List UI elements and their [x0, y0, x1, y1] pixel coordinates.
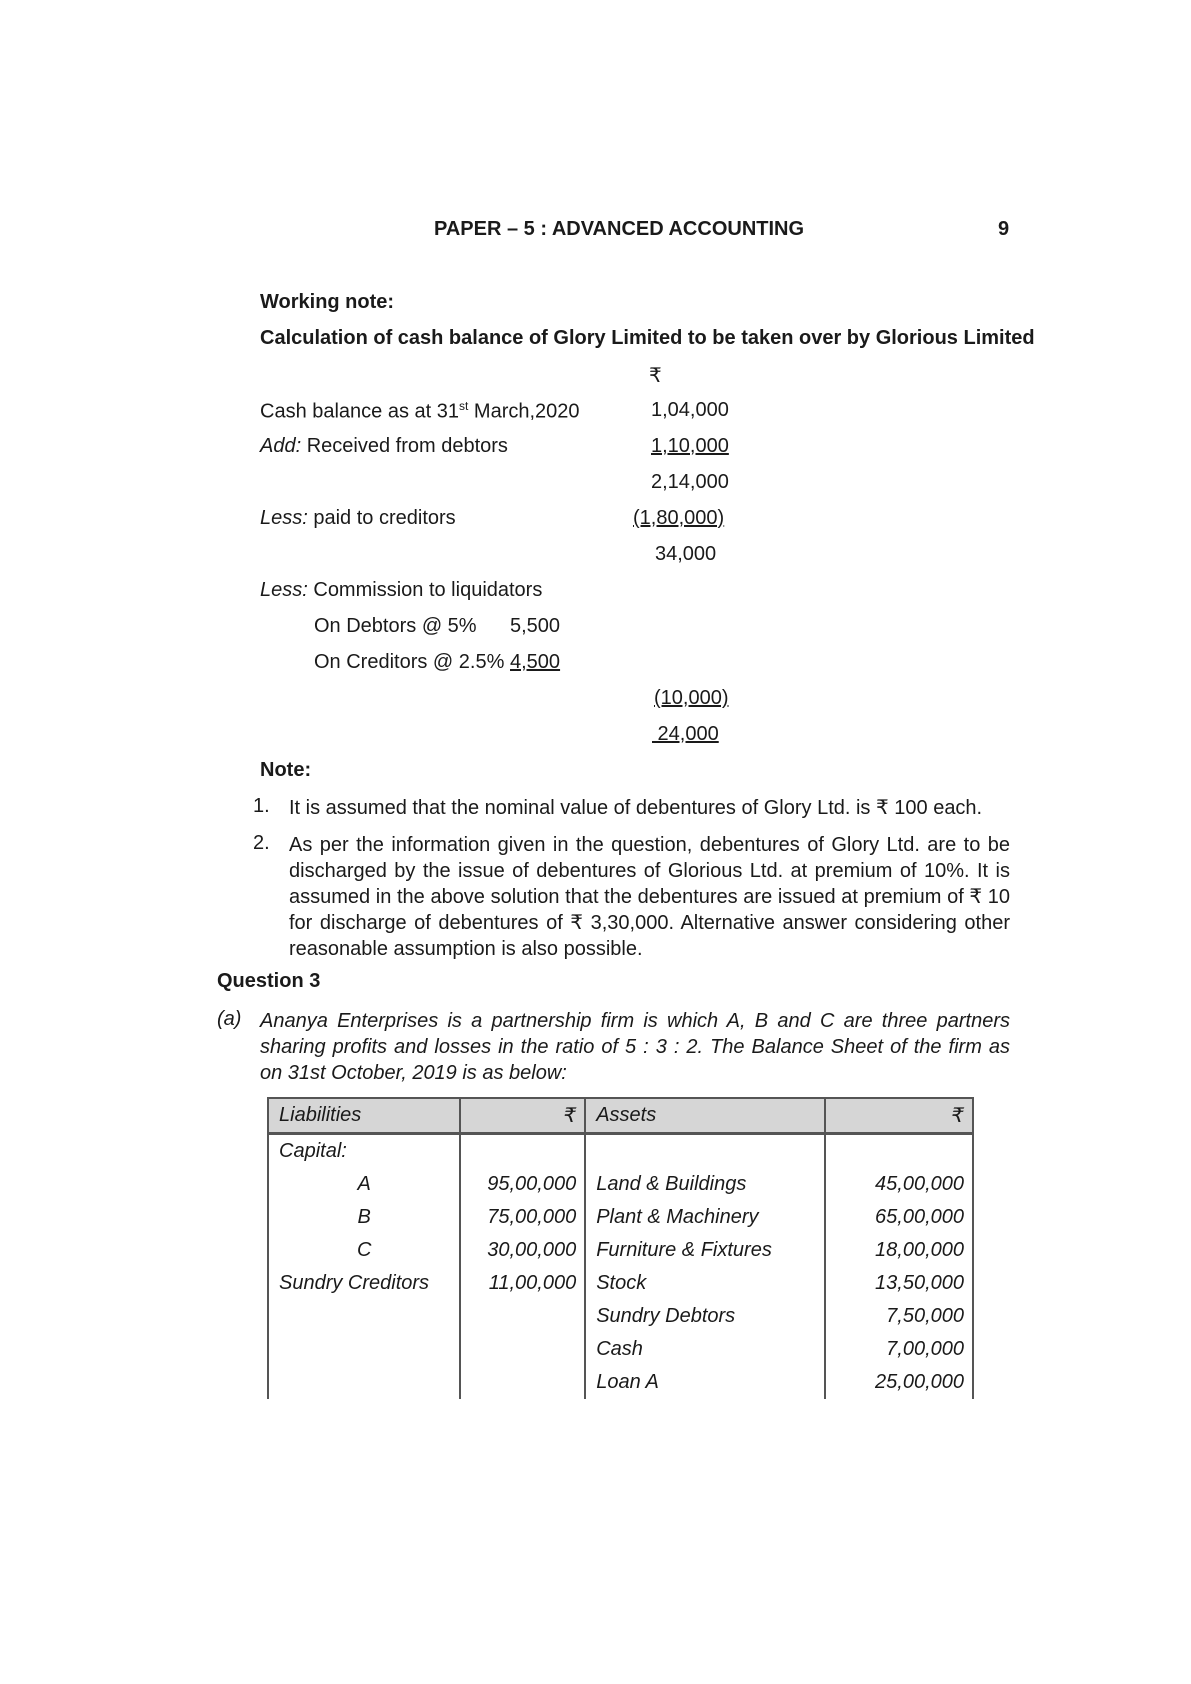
- liability-cell: [268, 1300, 460, 1333]
- liabilities-amount-header: ₹: [460, 1098, 585, 1134]
- liability-cell: [268, 1366, 460, 1399]
- table-row: [268, 1333, 973, 1366]
- asset-cell: [585, 1134, 825, 1169]
- page-header-title: PAPER – 5 : ADVANCED ACCOUNTING: [434, 218, 805, 240]
- liability-cell: Capital:: [268, 1134, 460, 1169]
- asset-amount-cell: 7,00,000: [825, 1333, 973, 1366]
- add-received-value: 1,10,000: [651, 435, 729, 457]
- question-part-text: Ananya Enterprises is a partnership firm is which A, B and C are three partners sharing profits and losses in the ratio of 5 : 3 : 2. The Balance Sheet of the firm as on 31st October, 2019 is as below:: [260, 1010, 1010, 1084]
- less-creditors-value: (1,80,000): [633, 507, 725, 529]
- assets-header: Assets: [585, 1098, 825, 1134]
- liabilities-header: Liabilities: [268, 1098, 460, 1134]
- question-heading: Question 3: [217, 970, 321, 992]
- page-number: 9: [998, 218, 1010, 240]
- asset-cell: Stock: [585, 1267, 825, 1300]
- asset-amount-cell: 7,50,000: [825, 1300, 973, 1333]
- asset-cell: Land & Buildings: [585, 1168, 825, 1201]
- liability-cell: B: [268, 1201, 460, 1234]
- note-item-number: 1.: [253, 795, 270, 817]
- liability-amount-cell: 95,00,000: [460, 1168, 585, 1201]
- table-row: [268, 1201, 973, 1234]
- subtotal-2: 34,000: [655, 543, 717, 565]
- final-total: 24,000: [652, 723, 719, 745]
- liability-amount-cell: 11,00,000: [460, 1267, 585, 1300]
- asset-amount-cell: [825, 1134, 973, 1169]
- table-row: [268, 1366, 973, 1399]
- table-row: [268, 1300, 973, 1333]
- cash-balance-label: Cash balance as at 31st March,2020: [260, 399, 580, 423]
- balance-sheet-table: [267, 1097, 974, 1399]
- note-item-number: 2.: [253, 832, 270, 854]
- liability-cell: A: [268, 1168, 460, 1201]
- asset-cell: Plant & Machinery: [585, 1201, 825, 1234]
- table-row: [268, 1168, 973, 1201]
- liability-amount-cell: [460, 1333, 585, 1366]
- liability-cell: Sundry Creditors: [268, 1267, 460, 1300]
- asset-amount-cell: 65,00,000: [825, 1201, 973, 1234]
- asset-cell: Loan A: [585, 1366, 825, 1399]
- assets-amount-header: ₹: [825, 1098, 973, 1134]
- note-heading: Note:: [260, 759, 312, 781]
- liability-amount-cell: [460, 1134, 585, 1169]
- liability-amount-cell: [460, 1366, 585, 1399]
- liability-cell: [268, 1333, 460, 1366]
- note-item: As per the information given in the question, debentures of Glory Ltd. are to be discharged by the issue of debentures of Glorious Ltd. at premium of 10%. It is assumed in the above solution that the debentures are issued at premium of ₹ 10 for discharge of debentures of ₹ 3,30,000. Alternative answer considering other reasonable assumption is also possible.: [289, 834, 1010, 960]
- asset-amount-cell: 13,50,000: [825, 1267, 973, 1300]
- liability-amount-cell: [460, 1300, 585, 1333]
- subtotal-1: 2,14,000: [651, 471, 729, 493]
- asset-amount-cell: 25,00,000: [825, 1366, 973, 1399]
- working-note-heading: Working note:: [260, 291, 395, 313]
- table-row: [268, 1234, 973, 1267]
- note-item: It is assumed that the nominal value of debentures of Glory Ltd. is ₹ 100 each.: [289, 797, 983, 819]
- liability-amount-cell: 30,00,000: [460, 1234, 585, 1267]
- liability-cell: C: [268, 1234, 460, 1267]
- less-creditors-label: Less: paid to creditors: [260, 507, 456, 529]
- asset-cell: Sundry Debtors: [585, 1300, 825, 1333]
- asset-cell: Furniture & Fixtures: [585, 1234, 825, 1267]
- asset-amount-cell: 45,00,000: [825, 1168, 973, 1201]
- less-commission-label: Less: Commission to liquidators: [260, 579, 543, 601]
- commission-total: (10,000): [654, 687, 729, 709]
- table-header-row: [268, 1098, 973, 1134]
- question-part-label: (a): [217, 1008, 242, 1030]
- asset-amount-cell: 18,00,000: [825, 1234, 973, 1267]
- cash-balance-value: 1,04,000: [651, 399, 729, 421]
- table-row: [268, 1267, 973, 1300]
- liability-amount-cell: 75,00,000: [460, 1201, 585, 1234]
- creditors-commission-value: 4,500: [510, 651, 561, 673]
- debtors-commission-value: 5,500: [510, 615, 561, 637]
- currency-symbol: ₹: [649, 365, 662, 387]
- working-note-subheading: Calculation of cash balance of Glory Limited to be taken over by Glorious Limited: [260, 327, 1035, 349]
- debtors-commission-label: On Debtors @ 5%: [314, 615, 477, 637]
- asset-cell: Cash: [585, 1333, 825, 1366]
- add-received-label: Add: Received from debtors: [260, 435, 508, 457]
- creditors-commission-label: On Creditors @ 2.5%: [314, 651, 505, 673]
- table-row: [268, 1134, 973, 1169]
